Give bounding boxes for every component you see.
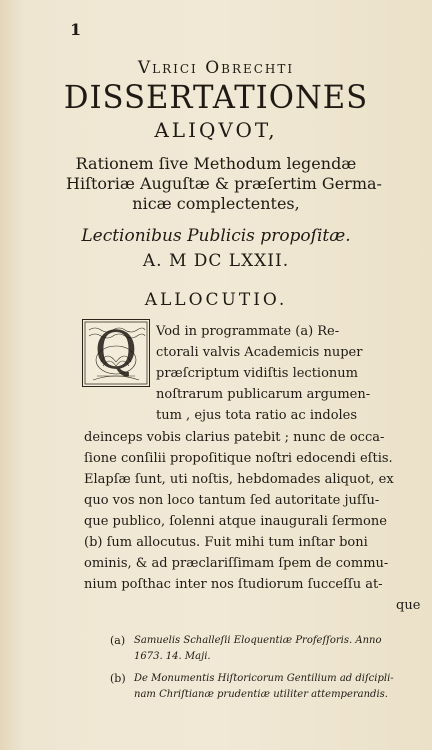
footnote-line: nam Chriſtianæ prudentiæ utiliter attemperandis. (134, 689, 388, 700)
catchword: que (396, 598, 421, 613)
sub-title: ALIQVOT, (154, 118, 278, 142)
main-title: DISSERTATIONES (63, 78, 369, 116)
footnote-line: Samuelis Schalleſii Eloquentiæ Profeſſoris. Anno (134, 635, 382, 646)
body-line: Vod in programmate (a) Re- (156, 324, 340, 339)
footnote-line: 1673. 14. Maji. (134, 651, 211, 662)
footnote-line: De Monumentis Hiſtoricorum Gentilium ad diſcipli- (134, 673, 394, 684)
lectures-line: Lectionibus Publicis propoſitæ. (81, 226, 351, 246)
page-corner-mark: 1 (70, 20, 82, 39)
body-line: ominis, & ad præclariſſimam ſpem de commu- (84, 556, 389, 571)
decorated-initial-ornament (83, 320, 149, 386)
body-line: noſtrarum publicarum argumen- (156, 387, 371, 402)
body-line: deinceps vobis clarius patebit ; nunc de occa- (84, 430, 385, 445)
body-line: (b) ſum allocutus. Fuit mihi tum inſtar boni (84, 535, 368, 550)
footnote-mark: (a) (110, 634, 126, 647)
description-line: Rationem ſive Methodum legendæ (75, 154, 357, 173)
section-heading: ALLOCUTIO. (144, 290, 288, 310)
body-line: nium poſthac inter nos ſtudiorum ſucceſſu at- (84, 577, 383, 592)
footnote-mark: (b) (110, 672, 126, 685)
body-line: que publico, ſolenni atque inaugurali ſermone (84, 514, 387, 529)
description-line: Hiſtoriæ Auguſtæ & præſertim Germa- (66, 174, 382, 193)
body-line: quo vos non loco tantum ſed autoritate juſſu- (84, 493, 380, 508)
author-line: Vlrici Obrechti (137, 58, 295, 78)
body-line: ctorali valvis Academicis nuper (156, 345, 363, 360)
body-line: tum , ejus tota ratio ac indoles (156, 408, 358, 423)
body-line: præſcriptum vidiſtis lectionum (156, 366, 358, 381)
description-line: nicæ complectentes, (132, 194, 300, 213)
body-line: ſione conſilii propoſitique noſtri edocendi eſtis. (84, 451, 393, 466)
decorated-initial (82, 319, 150, 387)
year-line: A. M DC LXXII. (142, 251, 290, 271)
initial-letter: Q (94, 321, 138, 381)
body-line: Elapſæ ſunt, uti noſtis, hebdomades aliquot, ex (84, 472, 394, 487)
